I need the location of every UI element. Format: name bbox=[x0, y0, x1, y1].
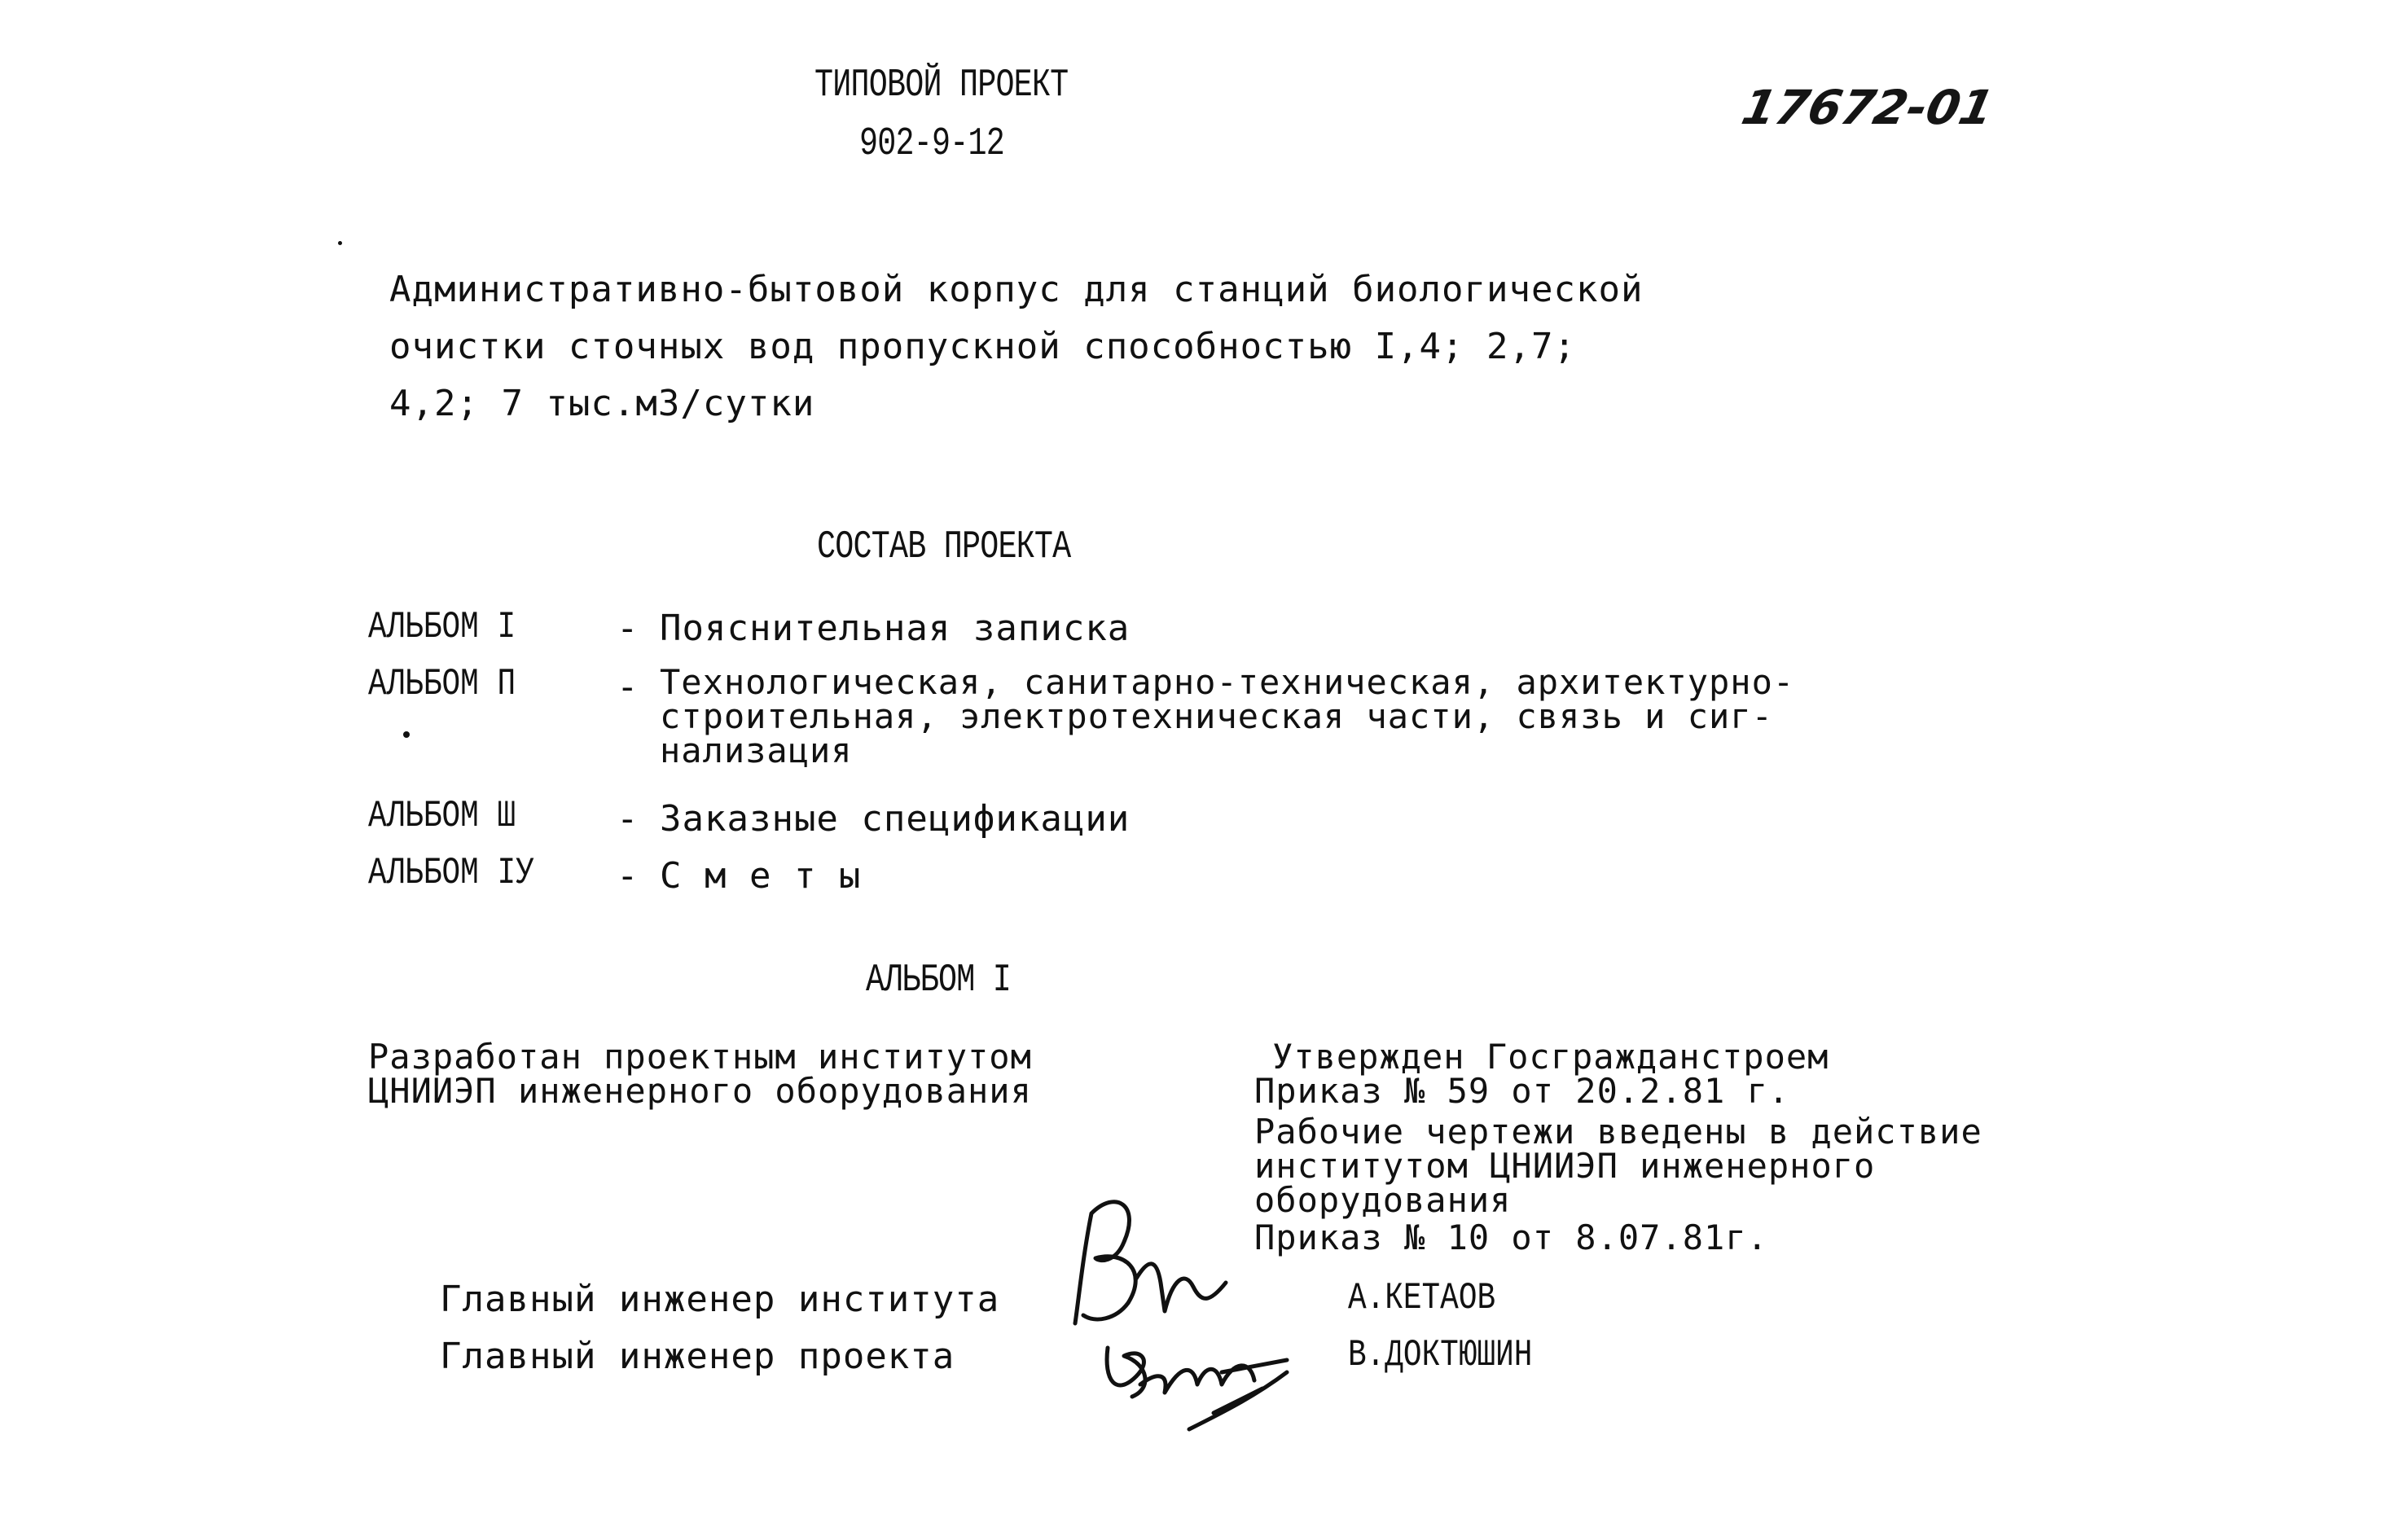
composition-heading: СОСТАВ ПРОЕКТА bbox=[817, 525, 1071, 569]
title-line-2: очистки сточных вод пропускной способностью I,4; 2,7; bbox=[389, 326, 1576, 367]
signature-name: В.ДОКТЮШИН bbox=[1348, 1334, 1533, 1376]
album-label: АЛЬБОМ IУ bbox=[368, 852, 534, 894]
approval-line: Рабочие чертежи введены в действие bbox=[1254, 1112, 1982, 1152]
signature-role: Главный инженер проекта bbox=[440, 1336, 955, 1377]
project-number: 902-9-12 bbox=[859, 122, 1004, 166]
approval-line: Приказ № 10 от 8.07.81г. bbox=[1254, 1218, 1768, 1257]
signature-name: А.КЕТАОВ bbox=[1348, 1277, 1496, 1319]
album-description: Заказные спецификации bbox=[660, 798, 1131, 840]
handwritten-signature-2 bbox=[1091, 1315, 1319, 1437]
approval-line: Утвержден Госгражданстроем bbox=[1272, 1037, 1829, 1077]
album-description-line: нализация bbox=[660, 731, 853, 770]
album-label: АЛЬБОМ Ш bbox=[368, 795, 516, 837]
approval-line: оборудования bbox=[1254, 1180, 1512, 1220]
album-dash: - bbox=[617, 666, 639, 708]
album-description-line: строительная, электротехническая части, связь и сиг- bbox=[660, 696, 1773, 736]
approval-line: институтом ЦНИИЭП инженерного bbox=[1254, 1146, 1876, 1186]
developer-line: Разработан проектным институтом bbox=[368, 1037, 1032, 1077]
album-dash: - bbox=[617, 798, 639, 840]
album-label: АЛЬБОМ I bbox=[368, 606, 516, 648]
developer-line: ЦНИИЭП инженерного оборудования bbox=[368, 1071, 1032, 1111]
approval-line: Приказ № 59 от 20.2.81 г. bbox=[1254, 1071, 1790, 1111]
album-description: Пояснительная записка bbox=[660, 608, 1131, 649]
stray-dot bbox=[338, 241, 342, 245]
title-line-1: Административно-бытовой корпус для станций биологической bbox=[389, 269, 1644, 310]
stray-dot bbox=[403, 731, 410, 738]
album-description: С м е т ы bbox=[660, 855, 862, 897]
album-description-line: Технологическая, санитарно-техническая, архитектурно- bbox=[660, 662, 1795, 702]
signature-role: Главный инженер института bbox=[440, 1279, 1000, 1320]
album-label: АЛЬБОМ П bbox=[368, 663, 516, 705]
current-album-heading: АЛЬБОМ I bbox=[866, 959, 1011, 1003]
project-type: ТИПОВОЙ ПРОЕКТ bbox=[814, 64, 1069, 107]
album-dash: - bbox=[617, 855, 639, 897]
registration-number: 17672-01 bbox=[1736, 80, 1999, 135]
title-line-3: 4,2; 7 тыс.м3/сутки bbox=[389, 383, 815, 424]
album-dash: - bbox=[617, 608, 639, 649]
